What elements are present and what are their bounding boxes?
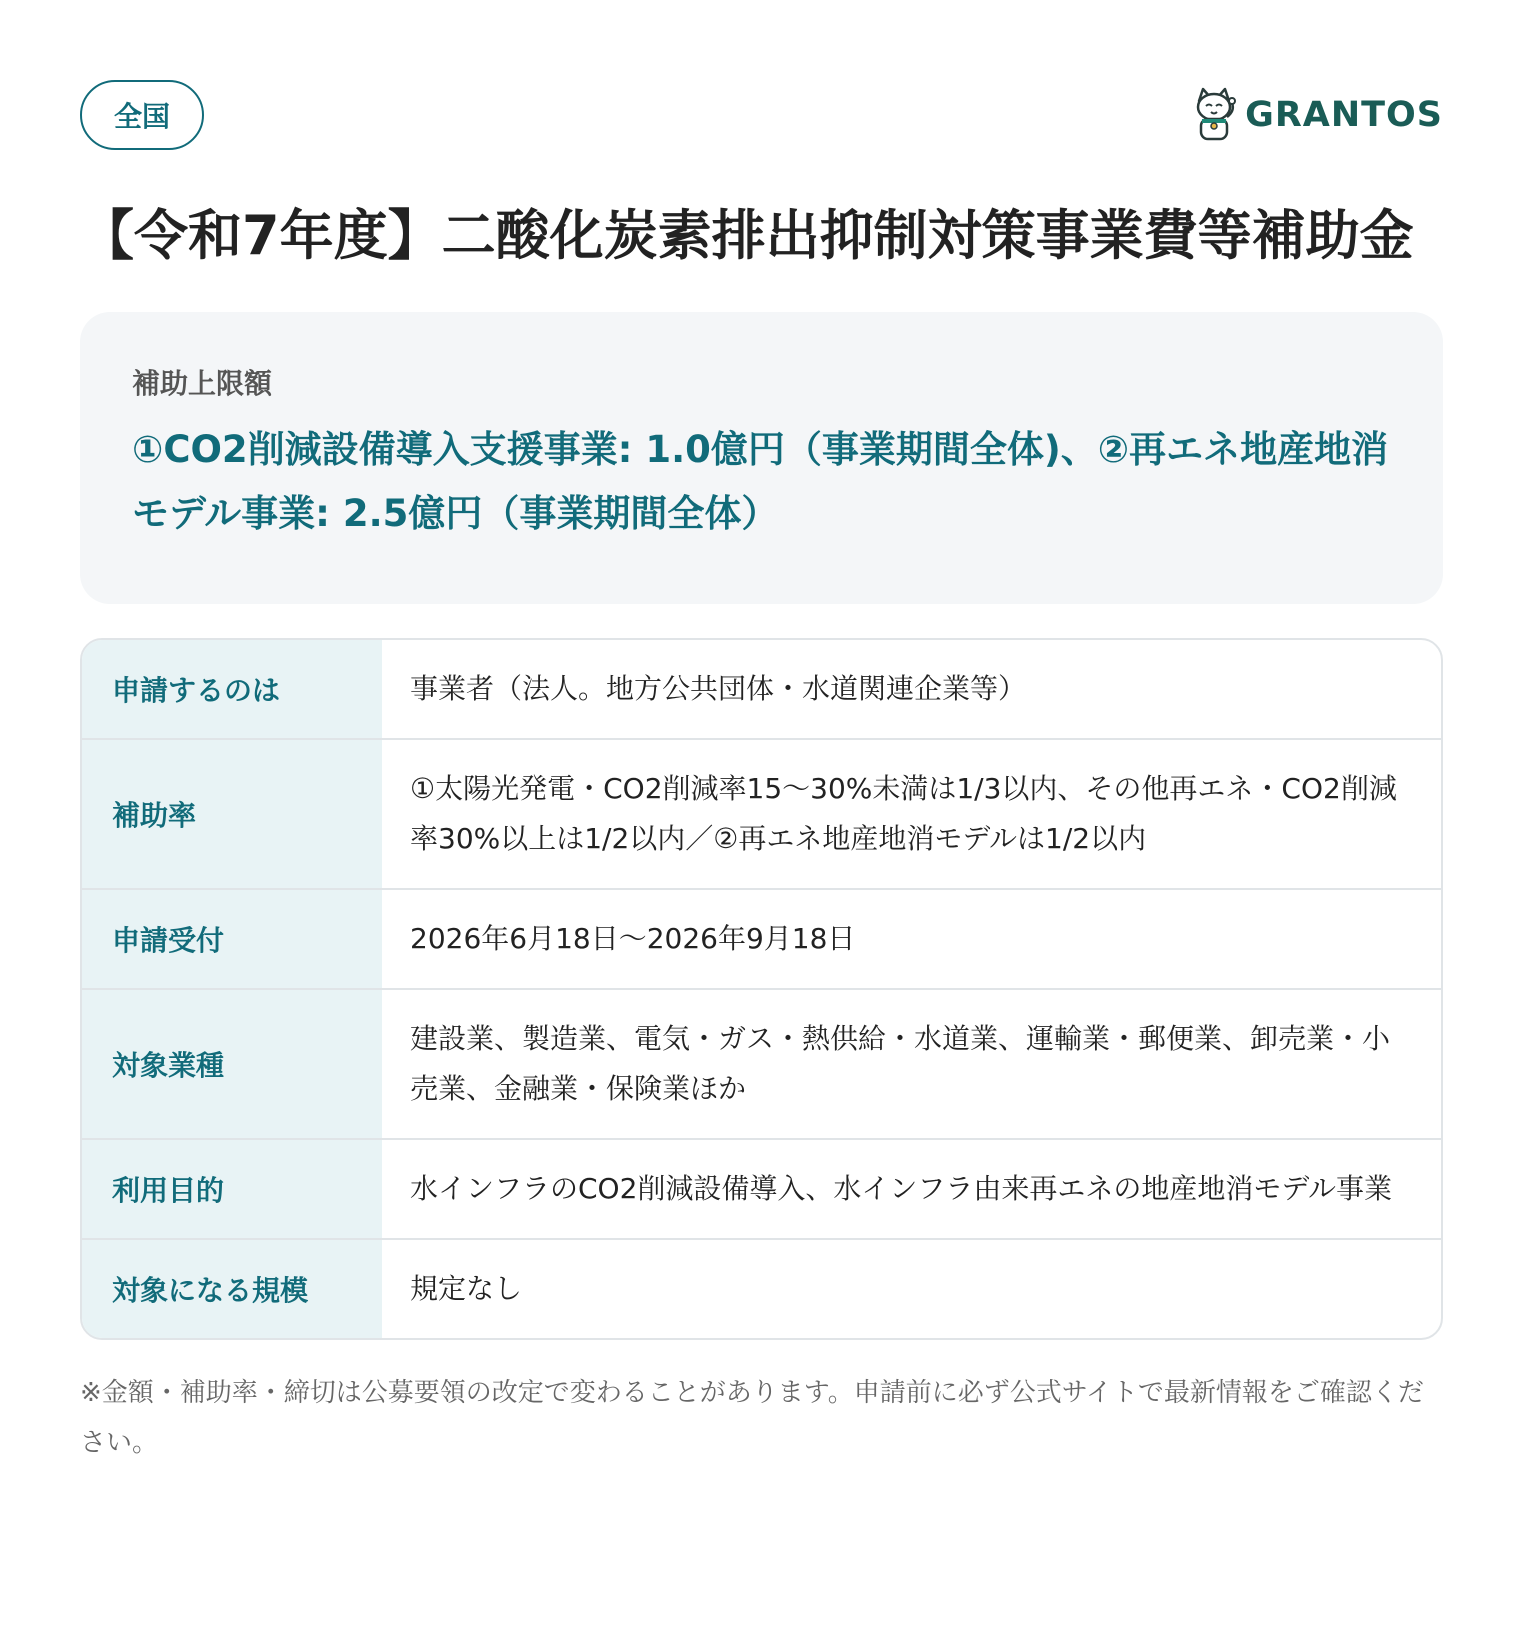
info-value: 事業者（法人。地方公共団体・水道関連企業等） xyxy=(410,672,1027,705)
info-table xyxy=(80,638,1443,1340)
info-row-industry xyxy=(82,990,1441,1140)
info-value: 2026年6月18日～2026年9月18日 xyxy=(410,922,856,955)
logo-text: GRANTOS xyxy=(1245,95,1443,135)
subsidy-limit-value: ①CO2削減設備導入支援事業: 1.0億円（事業期間全体)、②再エネ地産地消モデル事業: 2.5億円（事業期間全体） xyxy=(132,428,1389,535)
region-badge[interactable]: 全国 xyxy=(80,80,204,150)
info-row-scale xyxy=(82,1240,1441,1338)
info-value: ①太陽光発電・CO2削減率15～30%未満は1/3以内、その他再エネ・CO2削減率30%以上は1/2以内／②再エネ地産地消モデルは1/2以内 xyxy=(410,772,1397,855)
info-key: 補助率 xyxy=(82,740,382,888)
subsidy-card xyxy=(80,80,1443,1468)
maneki-neko-cat-icon xyxy=(1191,87,1237,143)
info-key: 申請するのは xyxy=(82,640,382,738)
header-row xyxy=(80,80,1443,150)
info-value: 規定なし xyxy=(410,1272,523,1305)
info-key: 申請受付 xyxy=(82,890,382,988)
disclaimer-note: ※金額・補助率・締切は公募要領の改定で変わることがあります。申請前に必ず公式サイトで最新情報をご確認ください。 xyxy=(80,1378,1424,1458)
info-row-purpose xyxy=(82,1140,1441,1240)
info-value: 水インフラのCO2削減設備導入、水インフラ由来再エネの地産地消モデル事業 xyxy=(410,1172,1393,1205)
info-key: 対象になる規模 xyxy=(82,1240,382,1338)
info-key: 利用目的 xyxy=(82,1140,382,1238)
info-key: 対象業種 xyxy=(82,990,382,1138)
subsidy-limit-box xyxy=(80,312,1443,604)
info-row-applicant xyxy=(82,640,1441,740)
info-value: 建設業、製造業、電気・ガス・熱供給・水道業、運輸業・郵便業、卸売業・小売業、金融業・保険業ほか xyxy=(410,1022,1391,1105)
page-title: 【令和7年度】二酸化炭素排出抑制対策事業費等補助金 xyxy=(80,204,1414,267)
info-row-rate xyxy=(82,740,1441,890)
info-row-period xyxy=(82,890,1441,990)
grantos-logo[interactable] xyxy=(1191,87,1443,143)
subsidy-limit-label: 補助上限額 xyxy=(132,367,273,400)
